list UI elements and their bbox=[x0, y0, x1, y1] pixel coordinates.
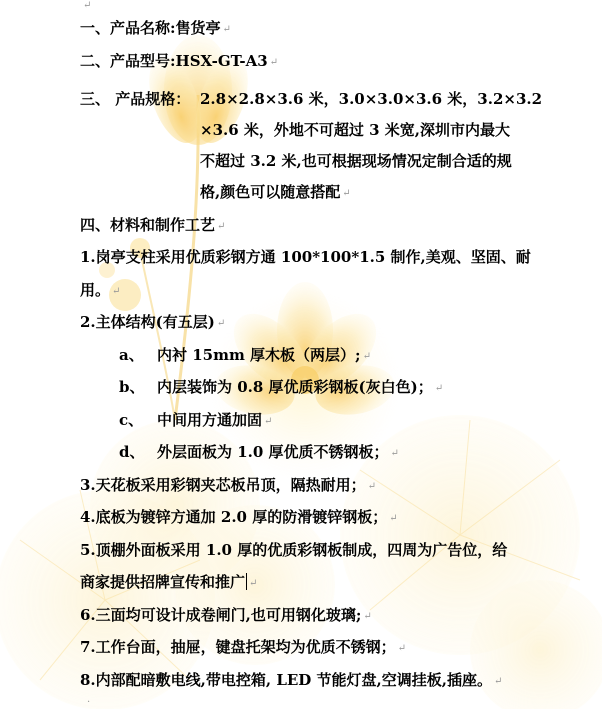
spec-line: ×3.6 米，外地不可超过 3 米宽,深圳市内最大 bbox=[200, 121, 510, 139]
item-2: 2.主体结构(有五层) ↵ bbox=[80, 313, 226, 331]
spec-line: 2.8×2.8×3.6 米，3.0×3.0×3.6 米，3.2×3.2 bbox=[200, 90, 543, 108]
paragraph-mark: ↵ bbox=[493, 676, 503, 687]
paragraph-mark: ↵ bbox=[389, 513, 398, 524]
paragraph-mark: ↵ bbox=[342, 188, 351, 199]
item-6: 6.三面均可设计成卷闸门,也可用钢化玻璃; ↵ bbox=[80, 606, 372, 624]
text-cursor bbox=[246, 573, 247, 590]
spec-line: 不超过 3.2 米,也可根据现场情况定制合适的规 bbox=[200, 152, 512, 170]
paragraph-mark: ↵ bbox=[397, 643, 407, 654]
sub-item-d: d、 外层面板为 1.0 厚优质不锈钢板； ↵ bbox=[119, 443, 399, 461]
spec-line-last: 格,颜色可以随意搭配 ↵ bbox=[200, 183, 351, 201]
sub-item-c: c、 中间用方通加固 ↵ bbox=[119, 411, 273, 429]
item-1-line-2: 用。 ↵ bbox=[80, 281, 121, 299]
paragraph-mark: · bbox=[87, 697, 91, 708]
paragraph-mark: ↵ bbox=[390, 448, 399, 459]
paragraph-mark: ↵ bbox=[112, 286, 121, 297]
item-5-line-2: 商家提供招牌宣传和推广 ↵ bbox=[80, 573, 258, 591]
paragraph-mark: ↵ bbox=[269, 57, 279, 68]
item-3: 3.天花板采用彩钢夹芯板吊顶，隔热耐用； ↵ bbox=[80, 476, 377, 494]
paragraph-mark: ↵ bbox=[264, 416, 273, 427]
sub-item-b: b、 内层装饰为 0.8 厚优质彩钢板(灰白色)； ↵ bbox=[119, 378, 444, 396]
paragraph-mark: ↵ bbox=[367, 481, 377, 492]
item-4: 4.底板为镀锌方通加 2.0 厚的防滑镀锌钢板； ↵ bbox=[80, 508, 398, 526]
paragraph-mark: ↵ bbox=[222, 24, 231, 35]
paragraph-mark: ↵ bbox=[249, 578, 258, 589]
product-name-line: 一、产品名称:售货亭 ↵ bbox=[80, 19, 231, 37]
item-1-line-1: 1.岗亭支柱采用优质彩钢方通 100*100*1.5 制作,美观、坚固、耐 bbox=[80, 248, 531, 266]
item-5-line-1: 5.顶棚外面板采用 1.0 厚的优质彩钢板制成，四周为广告位，给 bbox=[80, 541, 508, 559]
model-line: 二、产品型号:HSX-GT-A3 ↵ bbox=[80, 52, 279, 70]
paragraph-mark: ↵ bbox=[217, 221, 226, 232]
item-8: 8.内部配暗敷电线,带电控箱, LED 节能灯盘,空调挂板,插座。 ↵ bbox=[80, 671, 503, 689]
paragraph-mark: ↵ bbox=[362, 351, 371, 362]
item-7: 7.工作台面，抽屉，键盘托架均为优质不锈钢； ↵ bbox=[80, 638, 407, 656]
paragraph-mark: ↵ bbox=[216, 318, 226, 329]
paragraph-mark: ↵ bbox=[434, 383, 444, 394]
spec-label: 三、 产品规格： bbox=[80, 90, 191, 108]
paragraph-mark: ↵ bbox=[83, 0, 92, 11]
sub-item-a: a、 内衬 15mm 厚木板（两层）; ↵ bbox=[119, 346, 371, 364]
materials-heading: 四、材料和制作工艺 ↵ bbox=[80, 216, 226, 234]
paragraph-mark: ↵ bbox=[363, 611, 372, 622]
